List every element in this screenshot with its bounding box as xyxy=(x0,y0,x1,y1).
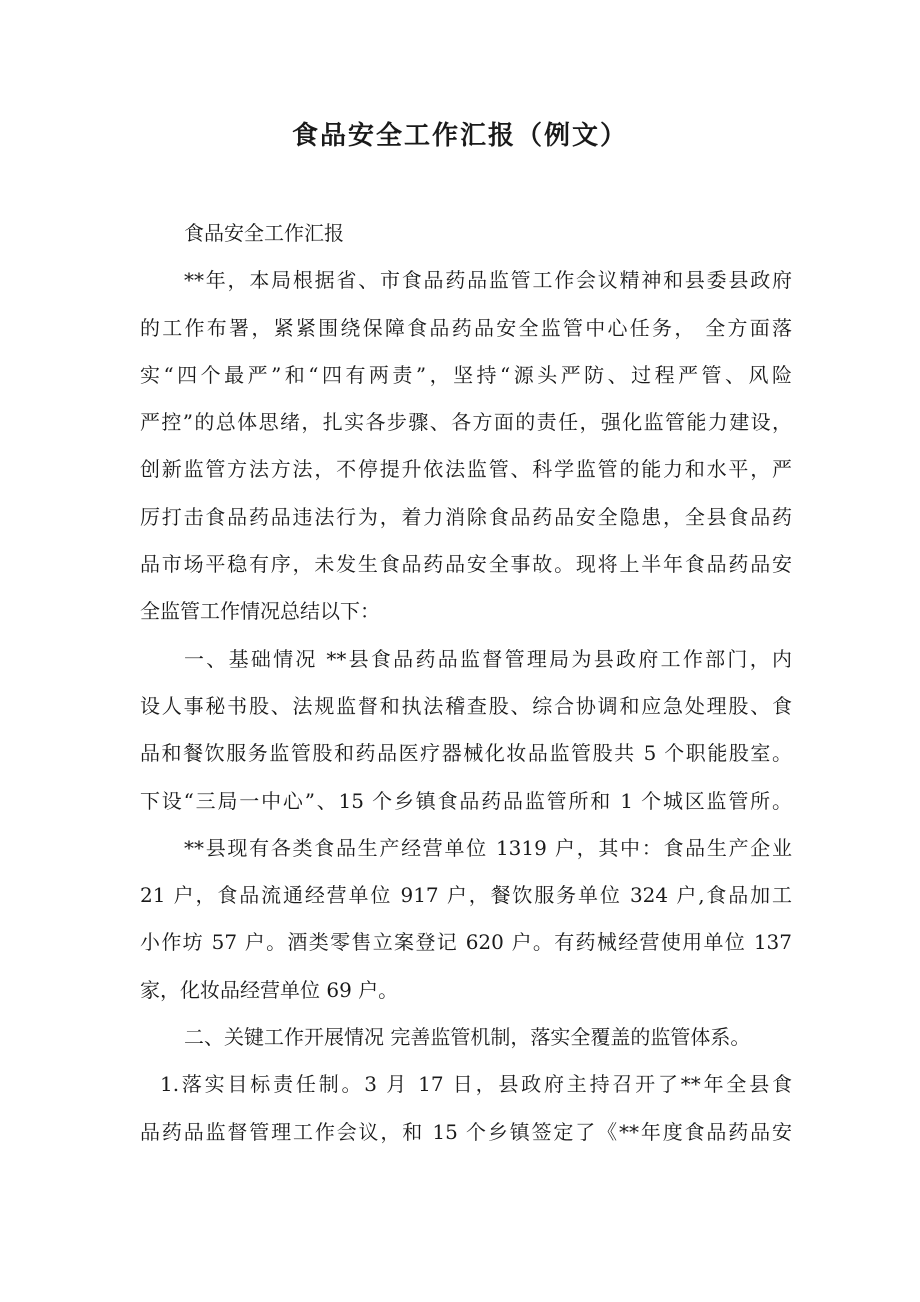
paragraph-line: 实“四个最严”和“四有两责”，坚持“源头严防、过程严管、风险 xyxy=(140,362,792,387)
paragraph-line: 设人事秘书股、法规监督和执法稽查股、综合协调和应急处理股、食 xyxy=(140,693,792,718)
paragraph-line: 下设“三局一中心”、15 个乡镇食品药品监管所和 1 个城区监管所。 xyxy=(140,788,792,813)
paragraph-line: 的工作布署，紧紧围绕保障食品药品安全监管中心任务， 全方面落 xyxy=(140,315,792,340)
subtitle-line: 食品安全工作汇报 xyxy=(184,221,344,245)
document-body xyxy=(140,210,792,1156)
paragraph-line: 家，化妆品经营单位 69 户。 xyxy=(140,977,399,1002)
paragraph-line: 创新监管方法方法，不停提升依法监管、科学监管的能力和水平，严 xyxy=(140,457,792,482)
paragraph-line: 一、基础情况 **县食品药品监督管理局为县政府工作部门，内 xyxy=(184,646,792,671)
section-heading-line: 二、关键工作开展情况 完善监管机制，落实全覆盖的监管体系。 xyxy=(184,1025,751,1050)
paragraph-line: 全监管工作情况总结以下： xyxy=(140,599,380,624)
paragraph-line: **年，本局根据省、市食品药品监管工作会议精神和县委县政府 xyxy=(184,268,792,293)
paragraph-line: **县现有各类食品生产经营单位 1319 户，其中：食品生产企业 xyxy=(184,835,792,860)
paragraph-line: 1.落实目标责任制。3 月 17 日，县政府主持召开了**年全县食 xyxy=(160,1072,792,1097)
document-title: 食品安全工作汇报（例文） xyxy=(291,121,628,151)
paragraph-line: 品和餐饮服务监管股和药品医疗器械化妆品监管股共 5 个职能股室。 xyxy=(140,741,792,766)
paragraph-line: 小作坊 57 户。酒类零售立案登记 620 户。有药械经营使用单位 137 xyxy=(140,930,792,955)
paragraph-line: 21 户，食品流通经营单位 917 户，餐饮服务单位 324 户,食品加工 xyxy=(140,883,792,908)
paragraph-line: 品市场平稳有序，未发生食品药品安全事故。现将上半年食品药品安 xyxy=(140,552,792,577)
paragraph-line: 严控”的总体思绪，扎实各步骤、各方面的责任，强化监管能力建设， xyxy=(140,410,792,435)
paragraph-line: 品药品监督管理工作会议，和 15 个乡镇签定了《**年度食品药品安 xyxy=(140,1119,792,1144)
paragraph-line: 厉打击食品药品违法行为，着力消除食品药品安全隐患，全县食品药 xyxy=(140,504,792,529)
